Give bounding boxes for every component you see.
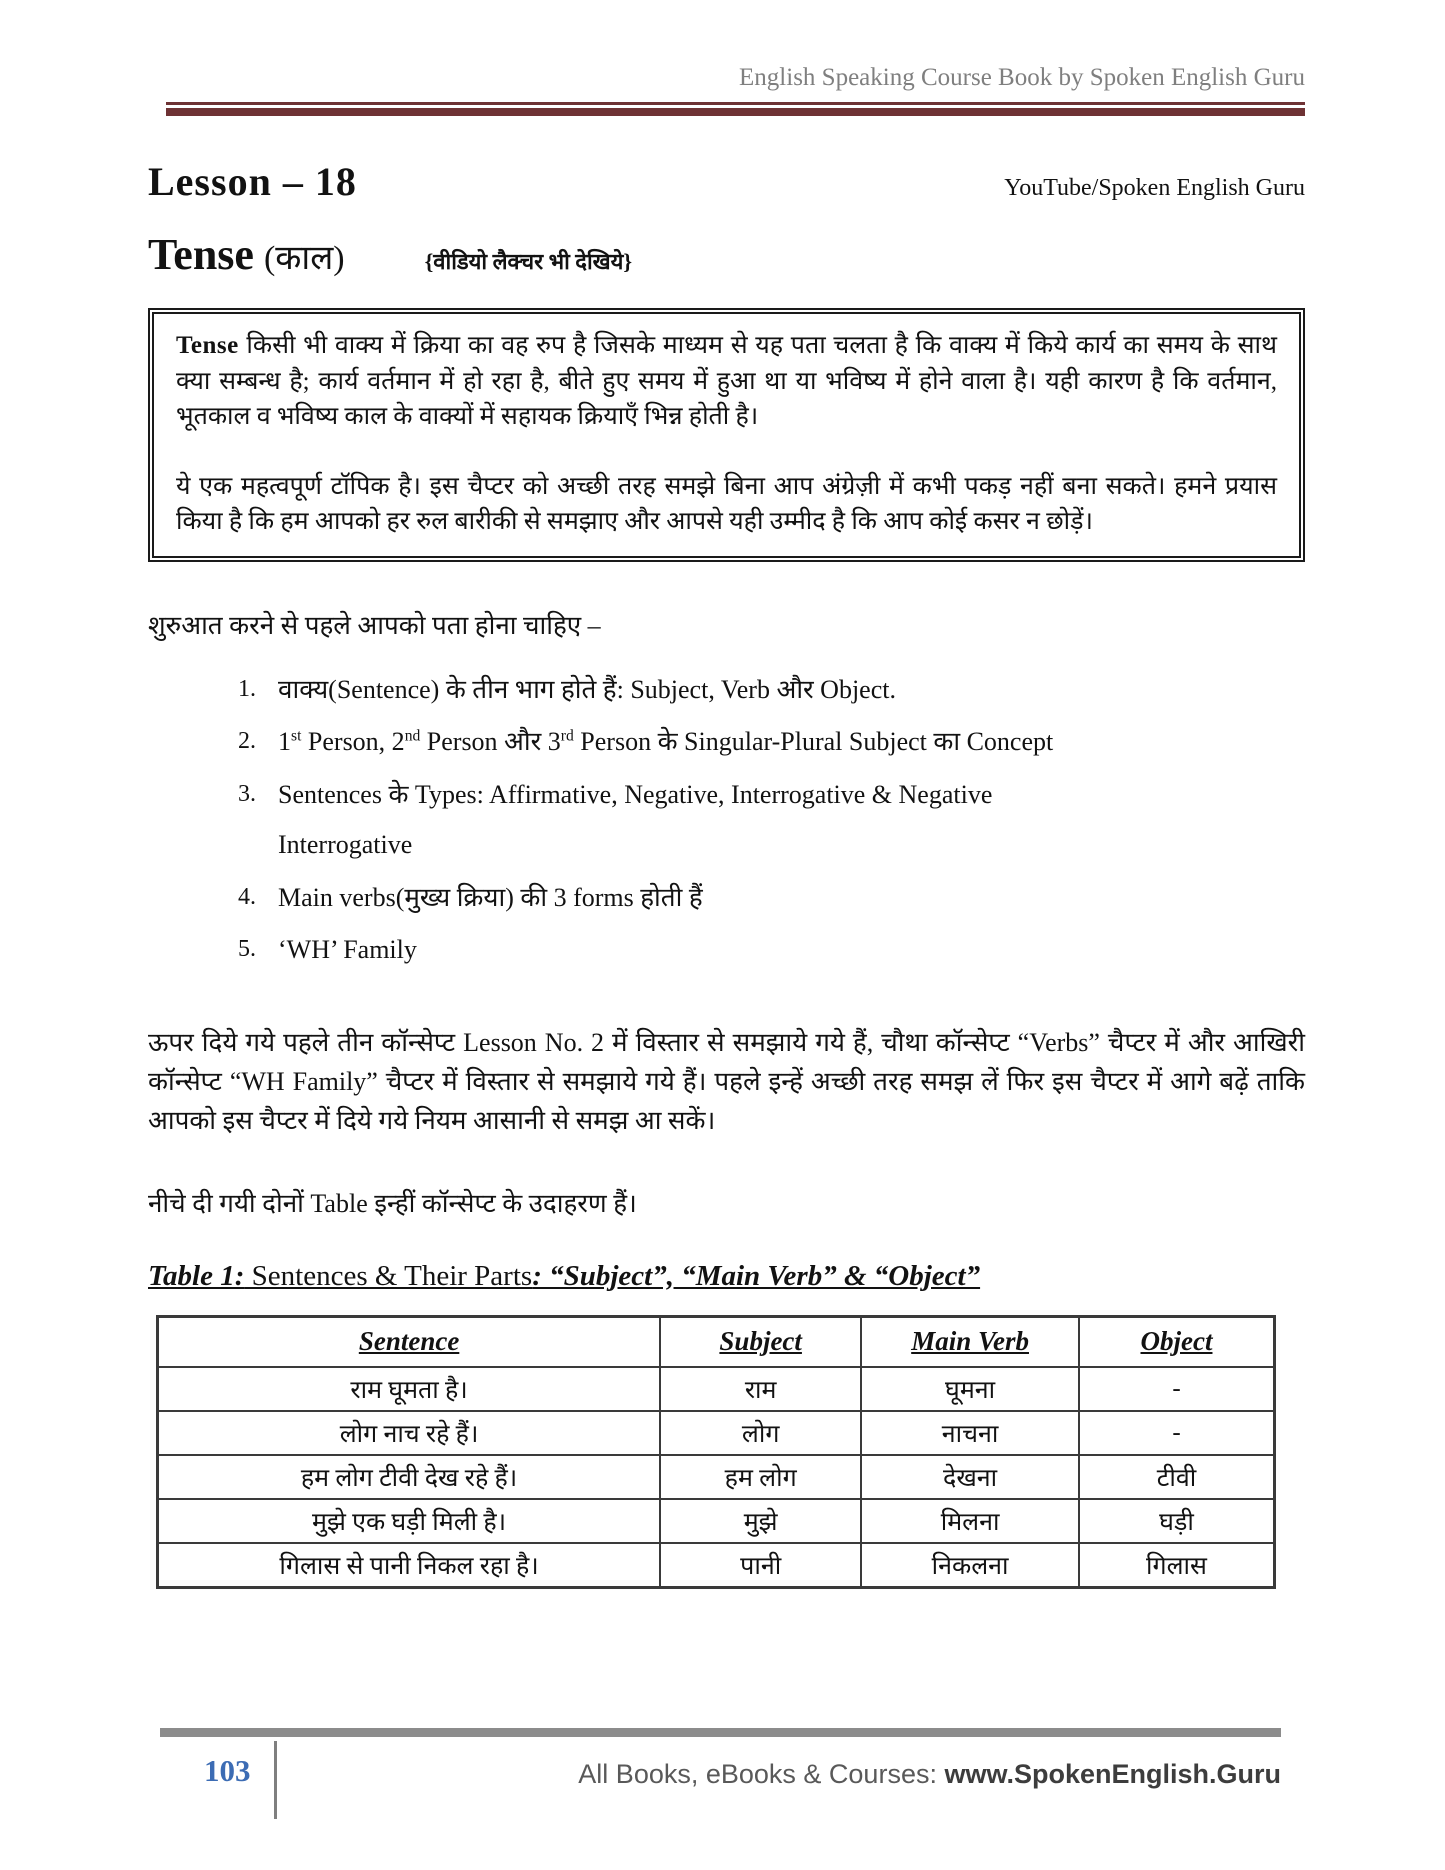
tense-title-english: Tense — [148, 230, 254, 279]
concept-text-part: 1 — [278, 727, 291, 756]
concepts-list — [148, 674, 1305, 967]
cell-sentence: राम घूमता है। — [158, 1367, 661, 1411]
cell-subject: राम — [660, 1367, 861, 1411]
table-row — [158, 1543, 1275, 1588]
header-book-title: English Speaking Course Book by Spoken English Guru — [739, 64, 1305, 91]
cell-main-verb: देखना — [861, 1455, 1079, 1499]
table1-caption-subtitle: Sentences & Their Parts — [244, 1259, 533, 1292]
tense-title-hindi: (काल) — [263, 240, 345, 277]
importance-paragraph: ये एक महत्वपूर्ण टॉपिक है। इस चैप्टर को अच्छी तरह समझे बिना आप अंग्रेज़ी में कभी पकड़ नहीं बना सकते। हमने प्रयास किया है कि हम आपको हर रुल बारीकी से समझाए और आपसे यही उम्मीद है कि आप कोई कसर न छोड़ें। — [176, 472, 1277, 535]
concept-text: Main verbs(मुख्य क्रिया) की 3 forms होती हैं — [278, 882, 703, 912]
cell-sentence: मुझे एक घड़ी मिली है। — [158, 1499, 661, 1543]
cell-sentence: लोग नाच रहे हैं। — [158, 1411, 661, 1455]
youtube-channel-label: YouTube/Spoken English Guru — [1004, 175, 1305, 201]
cell-object: गिलास — [1079, 1543, 1275, 1588]
cell-sentence: गिलास से पानी निकल रहा है। — [158, 1543, 661, 1588]
tense-definition-box — [148, 308, 1305, 562]
list-number: 1. — [238, 675, 256, 702]
concept-item-2 — [238, 726, 1305, 759]
header-rule-thick — [166, 108, 1305, 116]
table1-sentences-parts — [156, 1315, 1276, 1589]
list-number: 5. — [238, 936, 256, 962]
list-number: 2. — [238, 728, 256, 754]
table1-caption-label: Table 1: — [148, 1259, 245, 1292]
cell-subject: हम लोग — [660, 1455, 861, 1499]
concept-text — [278, 726, 1053, 759]
table1-caption — [148, 1260, 1305, 1293]
cell-object: - — [1079, 1367, 1275, 1411]
ordinal-superscript: st — [291, 727, 302, 745]
page-footer — [160, 1728, 1281, 1827]
cell-subject: मुझे — [660, 1499, 861, 1543]
concept-item-1 — [238, 674, 1305, 707]
tense-heading-row — [148, 229, 1305, 280]
page-number: 103 — [204, 1753, 251, 1788]
cell-sentence: हम लोग टीवी देख रहे हैं। — [158, 1455, 661, 1499]
header-rule-thin — [166, 102, 1305, 105]
cell-object: टीवी — [1079, 1455, 1275, 1499]
table-row — [158, 1455, 1275, 1499]
cell-object: घड़ी — [1079, 1499, 1275, 1543]
column-header-sentence: Sentence — [158, 1316, 661, 1367]
footer-text — [160, 1737, 1281, 1790]
footer-courses-label: All Books, eBooks & Courses: — [578, 1759, 945, 1789]
cell-subject: पानी — [660, 1543, 861, 1588]
prelude-text: शुरुआत करने से पहले आपको पता होना चाहिए – — [148, 610, 601, 640]
concepts-explanation-paragraph: ऊपर दिये गये पहले तीन कॉन्सेप्ट Lesson No. 2 में विस्तार से समझाये गये हैं, चौथा कॉन्सेप्ट “Verbs” चैप्टर में और आखिरी कॉन्सेप्ट “WH Family” चैप्टर में विस्तार से समझाये गये हैं। पहले इन्हें अच्छी तरह समझ लें फिर इस चैप्टर में आगे बढ़ें ताकि आपको इस चैप्टर में दिये गये नियम आसानी से समझ आ सकें। — [148, 1027, 1305, 1135]
concept-text-part: Interrogative — [278, 830, 413, 859]
ordinal-superscript: nd — [404, 727, 421, 745]
concept-text-part: Sentences के Types: Affirmative, Negative, Interrogative & Negative — [278, 779, 993, 809]
concept-text-part: Person, 2 — [301, 727, 405, 756]
definition-paragraph — [176, 328, 1277, 435]
table-row — [158, 1499, 1275, 1543]
footer-website-url: www.SpokenEnglish.Guru — [944, 1759, 1281, 1789]
lesson-title: Lesson – 18 — [148, 159, 357, 204]
column-header-main-verb: Main Verb — [861, 1316, 1079, 1367]
tables-intro-note: नीचे दी गयी दोनों Table इन्हीं कॉन्सेप्ट के उदाहरण हैं। — [148, 1188, 637, 1218]
definition-lead-word: Tense — [176, 332, 239, 359]
cell-main-verb: घूमना — [861, 1367, 1079, 1411]
list-number: 4. — [238, 883, 256, 910]
concept-item-5 — [238, 934, 1305, 967]
lesson-row — [148, 158, 1305, 205]
footer-body — [160, 1737, 1281, 1827]
concept-text — [278, 779, 992, 862]
table1-caption-parts: : “Subject”, “Main Verb” & “Object” — [532, 1259, 981, 1292]
footer-divider-line — [274, 1741, 277, 1819]
cell-subject: लोग — [660, 1411, 861, 1455]
cell-main-verb: निकलना — [861, 1543, 1079, 1588]
concept-item-3 — [238, 779, 1305, 862]
concept-text-part: Person और 3 — [420, 727, 561, 756]
column-header-object: Object — [1079, 1316, 1275, 1367]
list-number: 3. — [238, 780, 256, 807]
column-header-subject: Subject — [660, 1316, 861, 1367]
concept-text-part: Person के Singular-Plural Subject का Concept — [573, 727, 1054, 756]
concept-text: वाक्य(Sentence) के तीन भाग होते हैं: Subject, Verb और Object. — [278, 674, 896, 704]
table-row — [158, 1367, 1275, 1411]
concept-item-4 — [238, 882, 1305, 915]
cell-object: - — [1079, 1411, 1275, 1455]
concept-text: ‘WH’ Family — [278, 935, 417, 964]
ordinal-superscript: rd — [560, 727, 574, 745]
cell-main-verb: नाचना — [861, 1411, 1079, 1455]
cell-main-verb: मिलना — [861, 1499, 1079, 1543]
table-row — [158, 1411, 1275, 1455]
footer-rule — [160, 1728, 1281, 1737]
video-lecture-note: {वीडियो लैक्चर भी देखिये} — [424, 249, 633, 274]
table-header-row — [158, 1316, 1275, 1367]
definition-text: किसी भी वाक्य में क्रिया का वह रुप है जिसके माध्यम से यह पता चलता है कि वाक्य में किये कार्य का समय के साथ क्या सम्बन्ध है; कार्य वर्तमान में हो रहा है, बीते हुए समय में हुआ था या भविष्य में होने वाला है। यही कारण है कि वर्तमान, भूतकाल व भविष्य काल के वाक्यों में सहायक क्रियाएँ भिन्न होती है। — [176, 332, 1277, 430]
